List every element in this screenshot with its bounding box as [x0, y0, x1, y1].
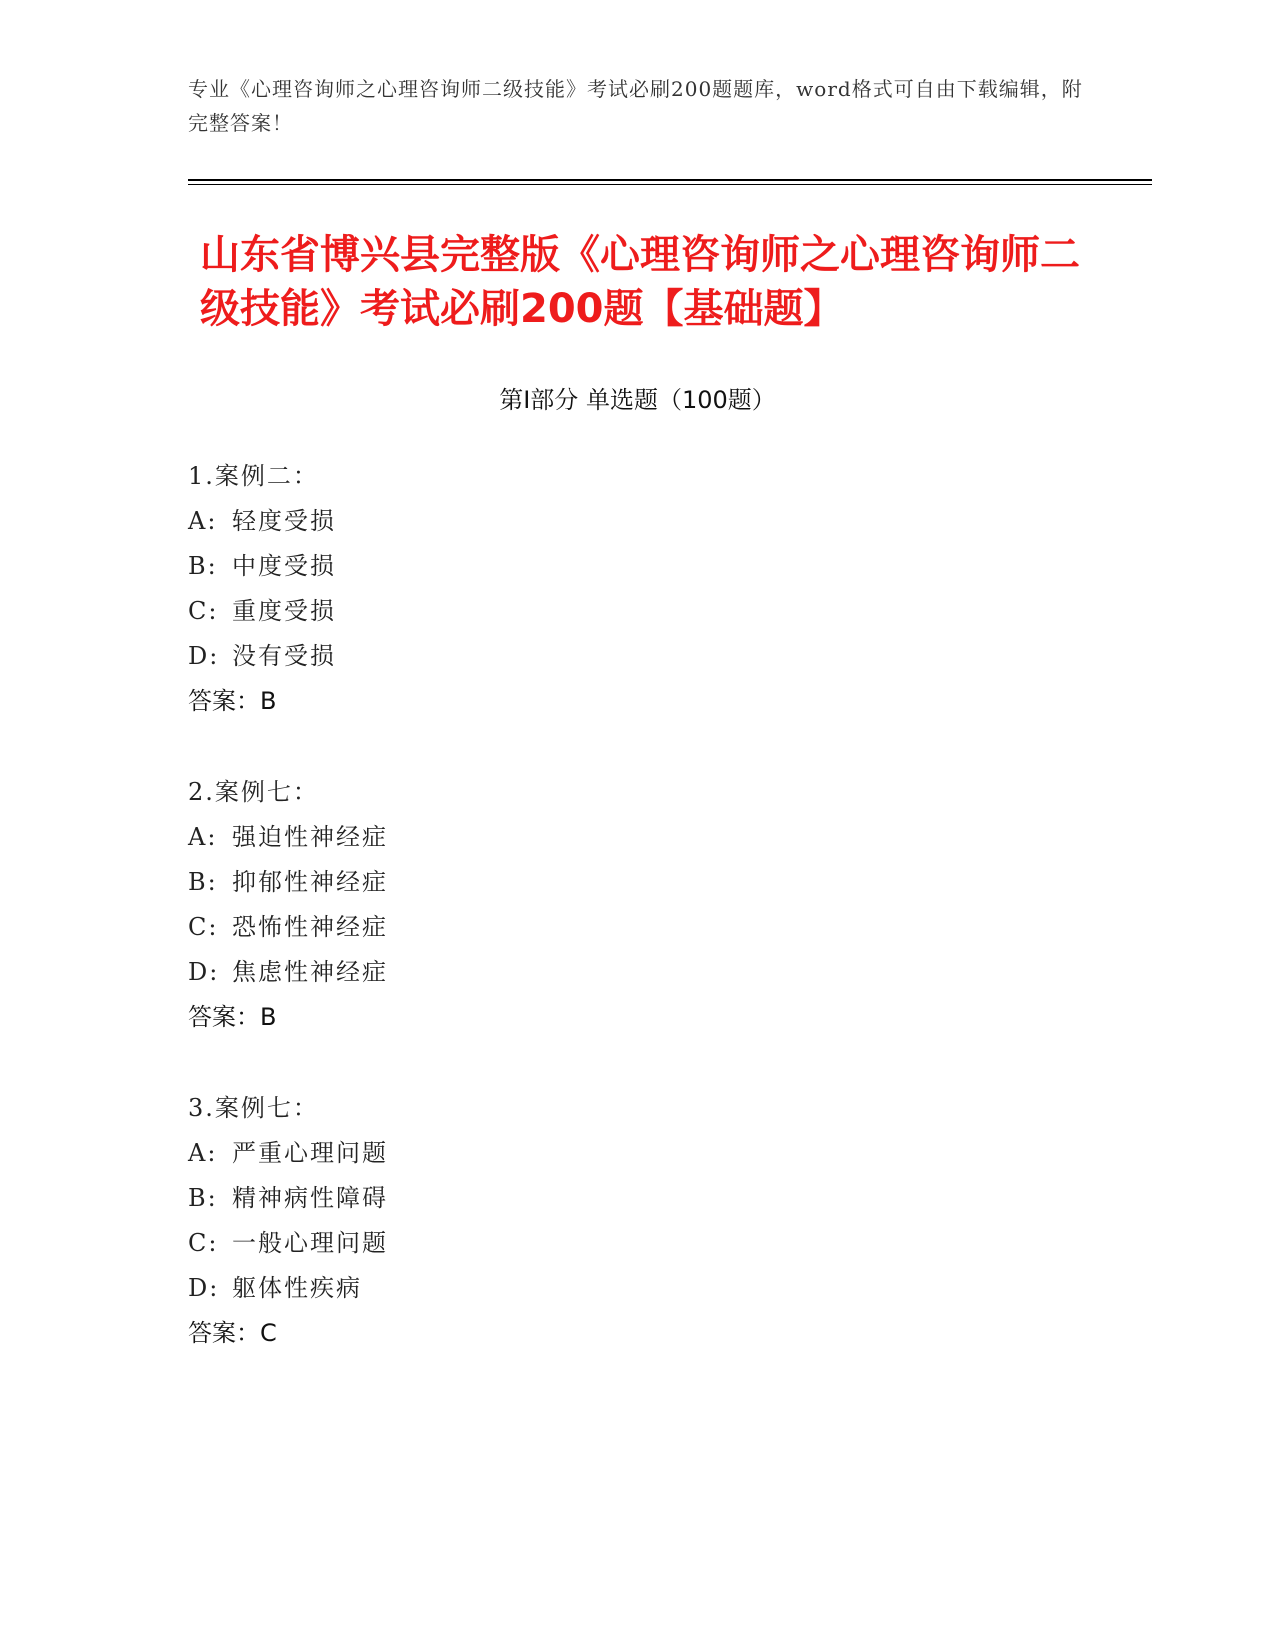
- option-letter: D:: [188, 642, 220, 670]
- header-divider-thick: [188, 179, 1152, 181]
- option-b: [188, 1176, 888, 1221]
- option-letter: D:: [188, 958, 220, 986]
- option-letter: B:: [188, 868, 218, 896]
- option-text: 恐怖性神经症: [232, 913, 388, 941]
- document-title: 山东省博兴县完整版《心理咨询师之心理咨询师二级技能》考试必刷200题【基础题】: [200, 232, 1080, 332]
- question-3: [188, 1086, 888, 1356]
- question-1: [188, 454, 888, 724]
- option-c: [188, 905, 888, 950]
- option-a: [188, 499, 888, 544]
- option-text: 没有受损: [232, 642, 336, 670]
- option-a: [188, 1131, 888, 1176]
- option-a: [188, 815, 888, 860]
- option-c: [188, 1221, 888, 1266]
- option-text: 强迫性神经症: [232, 823, 388, 851]
- answer-line: 答案：B: [188, 687, 277, 715]
- option-d: [188, 1266, 888, 1311]
- answer-line: 答案：C: [188, 1319, 277, 1347]
- option-c: [188, 589, 888, 634]
- option-text: 一般心理问题: [232, 1229, 388, 1257]
- option-letter: B:: [188, 552, 218, 580]
- header-divider-thin: [188, 184, 1152, 185]
- question-stem: 3.案例七：: [188, 1094, 319, 1122]
- option-b: [188, 860, 888, 905]
- option-text: 轻度受损: [232, 507, 336, 535]
- option-letter: B:: [188, 1184, 218, 1212]
- option-letter: A:: [188, 823, 218, 851]
- header-note: 专业《心理咨询师之心理咨询师二级技能》考试必刷200题题库，word格式可自由下载编辑，附完整答案！: [188, 77, 1083, 135]
- option-letter: A:: [188, 507, 218, 535]
- answer-line: 答案：B: [188, 1003, 277, 1031]
- option-text: 严重心理问题: [232, 1139, 388, 1167]
- option-letter: C:: [188, 1229, 219, 1257]
- option-text: 精神病性障碍: [232, 1184, 388, 1212]
- section-heading: 第Ⅰ部分 单选题（100题）: [499, 386, 776, 414]
- option-d: [188, 950, 888, 995]
- option-text: 中度受损: [232, 552, 336, 580]
- option-d: [188, 634, 888, 679]
- option-text: 焦虑性神经症: [232, 958, 388, 986]
- option-text: 重度受损: [232, 597, 336, 625]
- question-stem: 2.案例七：: [188, 778, 319, 806]
- option-text: 抑郁性神经症: [232, 868, 388, 896]
- option-b: [188, 544, 888, 589]
- option-letter: A:: [188, 1139, 218, 1167]
- option-text: 躯体性疾病: [232, 1274, 362, 1302]
- option-letter: C:: [188, 597, 219, 625]
- option-letter: D:: [188, 1274, 220, 1302]
- question-2: [188, 770, 888, 1040]
- option-letter: C:: [188, 913, 219, 941]
- question-stem: 1.案例二：: [188, 462, 319, 490]
